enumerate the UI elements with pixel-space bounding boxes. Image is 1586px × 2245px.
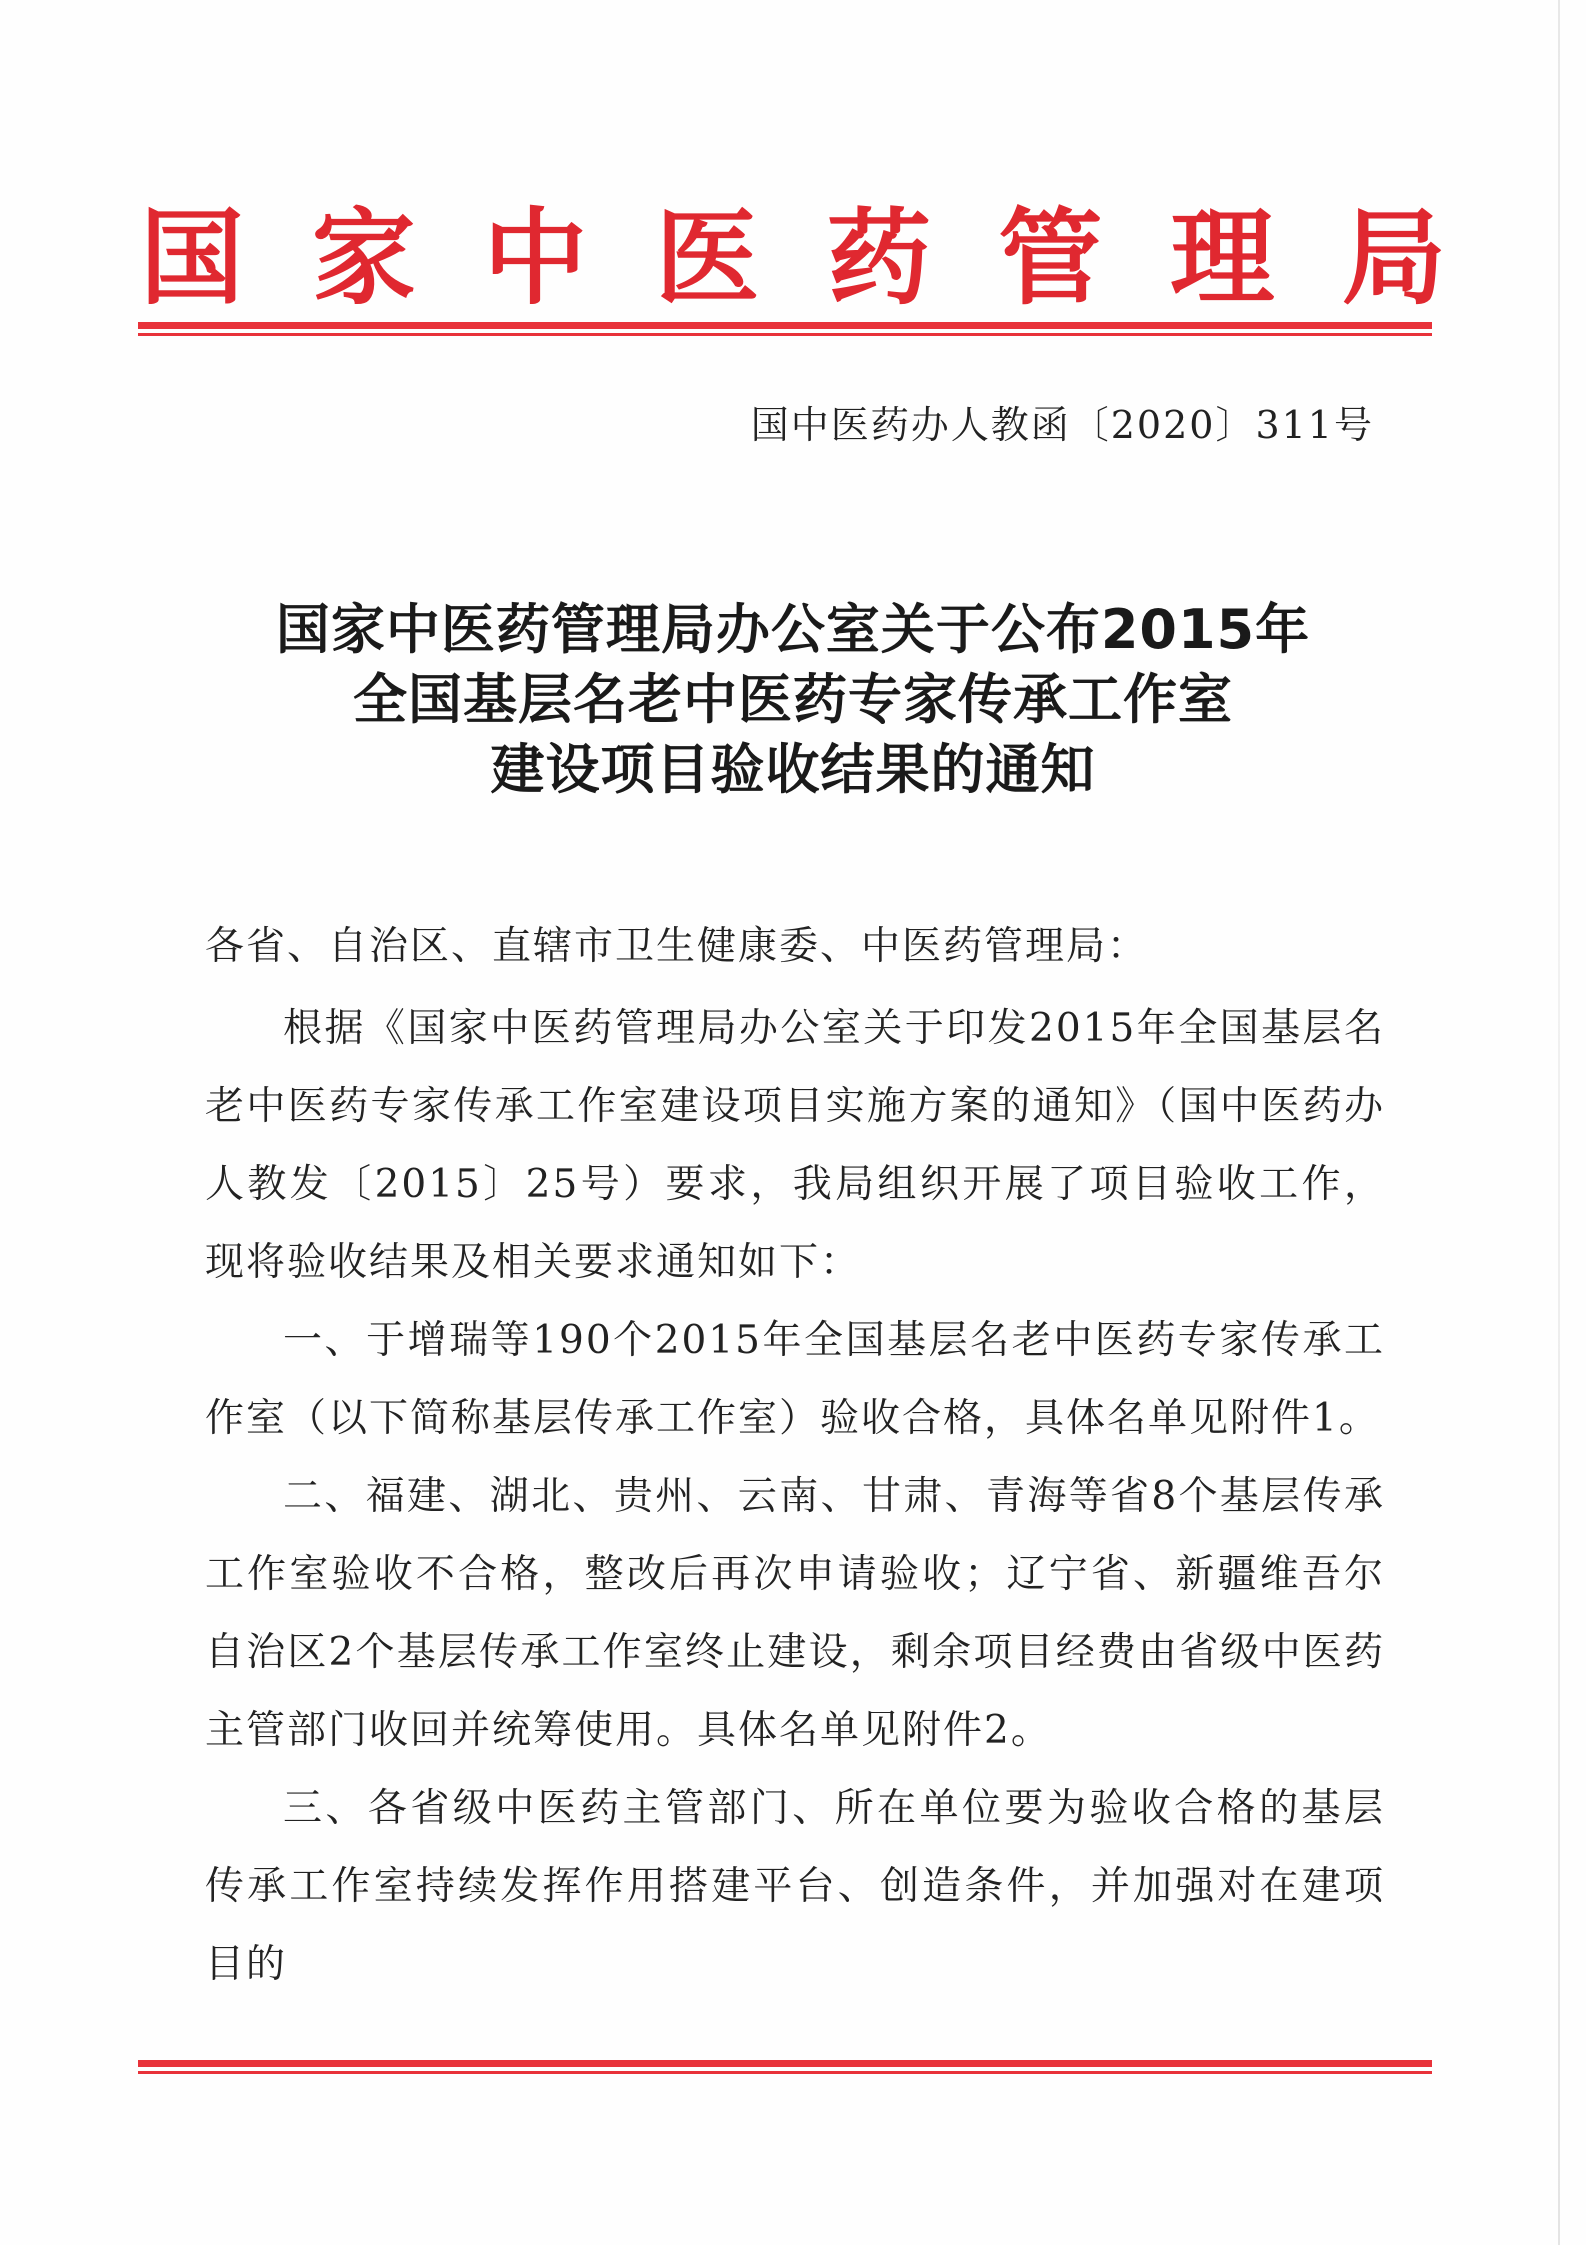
header-char: 理 [1170, 196, 1275, 319]
header-char: 医 [655, 196, 760, 319]
document-body [205, 908, 1385, 2004]
body-paragraph: 根据《国家中医药管理局办公室关于印发2015年全国基层名老中医药专家传承工作室建设项目实施方案的通知》（国中医药办人教发〔2015〕25号）要求，我局组织开展了项目验收工作，现将验收结果及相关要求通知如下： [205, 1006, 1385, 1285]
title-line: 国家中医药管理局办公室关于公布2015年 [275, 598, 1311, 661]
title-line: 建设项目验收结果的通知 [490, 738, 1096, 801]
header-red-rule [138, 322, 1432, 336]
rule-thick-line [138, 322, 1432, 329]
rule-thick-line [138, 2060, 1432, 2067]
issuing-authority-header [140, 188, 1446, 328]
header-char: 局 [1341, 196, 1446, 319]
addressee-line: 各省、自治区、直辖市卫生健康委、中医药管理局： [205, 924, 1149, 969]
scan-edge-shadow [1558, 0, 1560, 2245]
document-number: 国中医药办人教函〔2020〕311号 [750, 403, 1374, 447]
title-line: 全国基层名老中医药专家传承工作室 [353, 668, 1233, 731]
body-paragraph: 二、福建、湖北、贵州、云南、甘肃、青海等省8个基层传承工作室验收不合格，整改后再次申请验收；辽宁省、新疆维吾尔自治区2个基层传承工作室终止建设，剩余项目经费由省级中医药主管部门收回并统筹使用。具体名单见附件2。 [205, 1474, 1385, 1753]
body-paragraph: 一、于增瑞等190个2015年全国基层名老中医药专家传承工作室（以下简称基层传承工作室）验收合格，具体名单见附件1。 [205, 1318, 1385, 1441]
header-char: 管 [998, 196, 1103, 319]
rule-thin-line [138, 2071, 1432, 2074]
header-char: 国 [140, 196, 245, 319]
rule-thin-line [138, 333, 1432, 336]
header-char: 药 [826, 196, 931, 319]
header-char: 中 [483, 196, 588, 319]
footer-red-rule [138, 2060, 1432, 2074]
document-title [140, 595, 1446, 805]
body-paragraph: 三、各省级中医药主管部门、所在单位要为验收合格的基层传承工作室持续发挥作用搭建平台、创造条件，并加强对在建项目的 [205, 1786, 1385, 1987]
header-char: 家 [311, 196, 416, 319]
